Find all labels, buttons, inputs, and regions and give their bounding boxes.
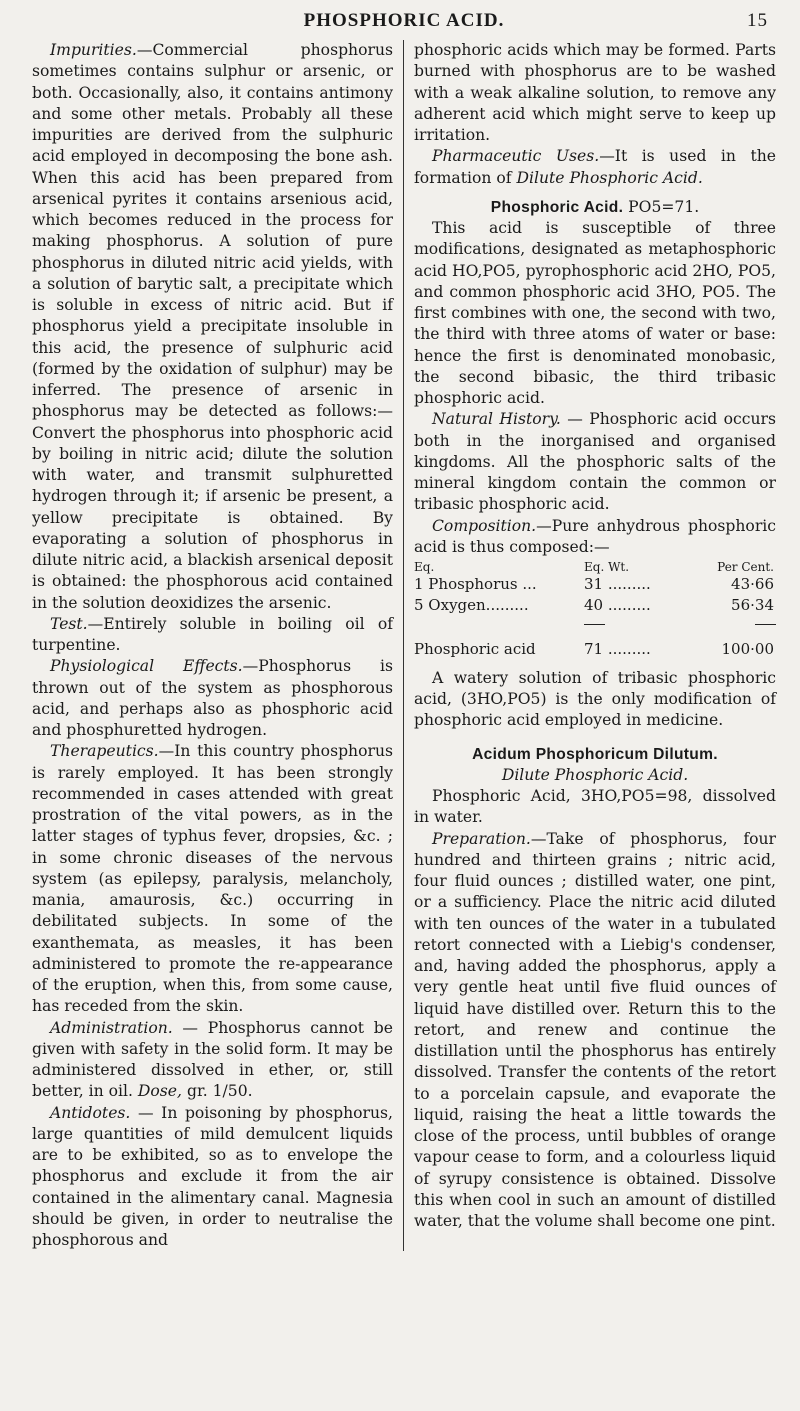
pharmaceutic-italic: Dilute Phosphoric Acid. [516,168,703,187]
therapeutics-label: Therapeutics. [50,742,159,761]
row-eq-wt: 31 ......... [584,575,651,593]
section-formula: PO5=71. [628,197,700,216]
administration-paragraph [32,1018,393,1103]
composition-row [414,595,776,616]
total-eq-wt: 71 ......... [584,639,651,658]
preparation-paragraph [414,829,776,1233]
antidotes-text: — In poisoning by phosphorus, large quantities of mild demulcent liquids are to be exhibited, so as to envelope the phosphorus and exclude it from the air contained in the alimentary canal. Magnesia should be given, in order to neutralise the phosphorous and [32,1103,393,1249]
row-eq-wt: 40 ......... [584,596,651,615]
page-title: PHOSPHORIC ACID. [303,10,505,31]
composition-label: Composition. [432,516,537,535]
natural-history-label: Natural History. [432,410,561,429]
section-heading [414,197,776,218]
watery-solution-paragraph: A watery solution of tribasic phosphoric acid, (3HO,PO5) is the only modification of phosphoric acid employed in medicine. [414,668,776,730]
natural-history-text: — Phosphoric acid occurs both in the inorganised and organised kingdoms. All the phosphoric salts of the mineral kingdom contain the common or tribasic phosphoric acid. [414,410,776,514]
pharmaceutic-label: Pharmaceutic Uses. [432,147,600,166]
dose-value: gr. 1/50. [186,1082,253,1101]
continuation-paragraph: phosphoric acids which may be formed. Parts burned with phosphorus are to be washed with a weak alkaline solution, to remove any adherent acid which might serve to keep up irritation. [414,41,776,144]
composition-row [414,574,776,595]
total-name: Phosphoric acid [414,639,536,658]
therapeutics-paragraph [32,741,393,1017]
dilute-formula-paragraph: Phosphoric Acid, 3HO,PO5=98, dissolved in water. [414,787,776,827]
physiological-label: Physiological Effects. [50,657,243,676]
row-percent: 56·34 [731,596,774,615]
antidotes-label: Antidotes. [50,1103,131,1122]
row-percent: 43·66 [731,575,774,593]
composition-total-row [414,639,776,660]
impurities-text: —Commercial phosphorus sometimes contains sulphur or arsenic, or both. Occasionally, also, it contains antimony and some other metals. Probably all these impurities are derived from the sulphuric acid employed in decomposing the bone ash. When this acid has been prepared from arsenical pyrites it contains arsenious acid, which becomes reduced in the process for making phosphorus. A solution of pure phosphorus in diluted nitric acid yields, with a solution of barytic salt, a precipitate which is soluble in excess of nitric acid. But if phosphorus yield a precipitate insoluble in this acid, the presence of sulphuric acid (formed by the oxidation of sulphur) may be inferred. The presence of arsenic in phosphorus may be detected as follows:—Convert the phosphorus into phosphoric acid by boiling in nitric acid; dilute the solution with water, and transmit sulphuretted hydrogen through it; if arsenic be present, a yellow precipitate is obtained. By evaporating a solution of phosphorus in dilute nitric acid, a blackish arsenical deposit is obtained: the phosphorous acid contained in the solution deoxidizes the arsenic. [32,41,393,612]
composition-paragraph [414,516,776,559]
composition-text: —Pure anhydrous phosphoric acid is thus composed:— [414,516,776,556]
test-label: Test. [50,614,88,633]
dilute-title: Acidum Phosphoricum Dilutum. [472,745,718,763]
impurities-paragraph [32,40,393,614]
right-column [414,40,776,1251]
header-eq-wt: Eq. Wt. [584,560,630,574]
left-column [32,40,393,1251]
two-column-body [32,40,776,1251]
composition-table [414,560,776,660]
administration-text: — Phosphorus cannot be given with safety in the solid form. It may be administered dissolved in ether, or, still better, in oil. [32,1018,393,1101]
row-name: 5 Oxygen......... [414,596,529,615]
therapeutics-text: —In this country phosphorus is rarely employed. It has been strongly recommended in cases attended with great prostration of the vital powers, as in the latter stages of typhus fever, dropsies, &c. ; in some chronic diseases of the nervous system (as epilepsy, paralysis, melancholy, mania, amaurosis, &c.) occurring in debilitated subjects. In some of the exanthemata, as measles, it has been administered to promote the re-appearance of the eruption, when this, from some cause, has receded from the skin. [32,742,393,1016]
physiological-paragraph [32,656,393,741]
physiological-text: —Phosphorus is thrown out of the system as phosphorous acid, and perhaps also as phosphoric acid and phosphuretted hydrogen. [32,657,393,739]
test-paragraph [32,614,393,657]
test-text: —Entirely soluble in boiling oil of turpentine. [32,614,393,654]
dilute-heading [414,744,776,765]
modifications-paragraph: This acid is susceptible of three modifications, designated as metaphosphoric acid HO,PO5, pyrophosphoric acid 2HO, PO5, and common phosphoric acid 3HO, PO5. The first combines with one, the second with two, the third with three atoms of water or base: hence the first is denominated monobasic, the second bibasic, the third tribasic phosphoric acid. [414,219,776,407]
preparation-label: Preparation. [432,829,531,848]
row-name: 1 Phosphorus ... [414,575,537,593]
antidotes-paragraph [32,1103,393,1252]
preparation-text: —Take of phosphorus, four hundred and thirteen grains ; nitric acid, four fluid ounces ; distilled water, one pint, or a sufficiency. Place the nitric acid diluted with ten ounces of the water in a tubulated retort connected with a Liebig's condenser, and, having added the phosphorus, apply a very gentle heat until five fluid ounces of liquid have distilled over. Return this to the retort, and renew and continue the distillation until the phosphorus has entirely dissolved. Transfer the contents of the retort to a porcelain capsule, and evaporate the liquid, raising the heat a little towards the close of the process, until bubbles of orange vapour cease to form, and a colourless liquid of syrupy consistence is obtained. Dissolve this when cool in such an amount of distilled water, that the volume shall become one pint. [414,829,776,1230]
pharmaceutic-paragraph [414,146,776,189]
pharmaceutic-text: —It is used in the formation of [414,147,776,187]
total-percent: 100·00 [721,639,774,658]
sum-rule [414,617,776,631]
administration-label: Administration. [50,1018,173,1037]
column-divider [403,40,404,1251]
dose-label: Dose, [137,1082,182,1101]
header-per-cent: Per Cent. [717,560,774,574]
running-header [32,6,776,40]
impurities-label: Impurities. [50,41,137,59]
page-number: 15 [747,10,768,31]
header-eq: Eq. [414,560,435,574]
composition-header-row [414,560,776,574]
natural-history-paragraph [414,409,776,515]
section-title: Phosphoric Acid. [490,198,624,216]
dilute-subtitle: Dilute Phosphoric Acid. [501,765,689,784]
